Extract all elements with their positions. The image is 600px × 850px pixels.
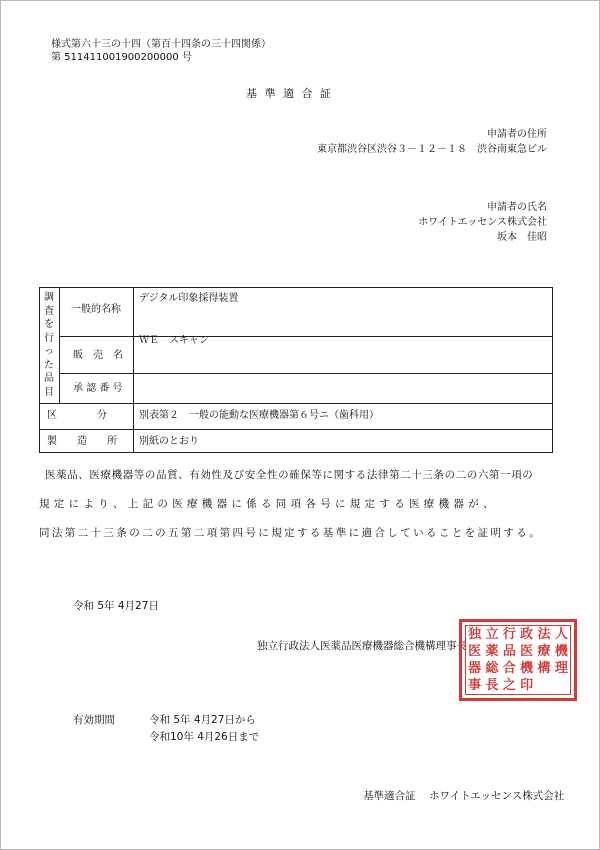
body-line-3: 同法第二十三条の二の五第二項第四号に規定する基準に適合していることを証明する。 <box>39 527 543 539</box>
seal-char: 合 <box>502 661 516 676</box>
row-value-brand-name: ＷＥ スキャン <box>139 335 209 346</box>
body-line-1: 医薬品、医療機器等の品質、有効性及び安全性の確保等に関する法律第二十三条の二の六第一項の <box>45 469 534 481</box>
seal-char: 人 <box>554 627 568 642</box>
vertical-label-char: た <box>44 359 54 371</box>
table-divider <box>39 429 553 430</box>
seal-char: 機 <box>520 661 534 676</box>
name-label: 申請者の氏名 <box>487 202 547 213</box>
seal-char: 長 <box>485 678 499 693</box>
row-value-manufacturer: 別紙のとおり <box>139 436 199 447</box>
page-title: 基 準 適 合 証 <box>246 87 333 100</box>
seal-char: 印 <box>520 678 534 693</box>
footer-label: 基準適合証 <box>363 790 416 802</box>
table-divider <box>59 373 553 374</box>
seal-char <box>553 677 570 694</box>
seal-char: 政 <box>520 627 534 642</box>
validity-from: 令和 5年 4月27日から <box>149 714 256 726</box>
vertical-label-char: 目 <box>44 386 54 398</box>
surveyed-item-label <box>39 287 59 403</box>
vertical-label-char: っ <box>44 346 54 358</box>
seal-char: 品 <box>502 644 516 659</box>
row-label-manufacturer: 製 造 所 <box>47 436 117 447</box>
seal-char: 之 <box>502 678 516 693</box>
seal-char: 構 <box>537 661 551 676</box>
row-value-category: 別表第２ 一般の能動な医療機器第６号ニ（歯科用） <box>139 410 379 421</box>
validity-to: 令和10年 4月26日まで <box>149 731 260 743</box>
vertical-label-char: 品 <box>44 373 54 385</box>
seal-char: 器 <box>468 661 482 676</box>
body-line-2: 規定により、上記の医療機器に係る同項各号に規定する医療機器が、 <box>39 498 498 510</box>
row-label-category: 区 分 <box>47 410 107 421</box>
row-label-approval-number: 承 認 番 号 <box>73 383 123 394</box>
applicant-representative: 坂本 佳昭 <box>497 232 547 243</box>
seal-char: 立 <box>485 627 499 642</box>
vertical-label-char: 調 <box>44 292 54 304</box>
seal-char: 総 <box>485 661 499 676</box>
validity-label: 有効期間 <box>73 714 115 726</box>
issue-date: 令和 5年 4月27日 <box>73 600 159 612</box>
seal-char: 機 <box>554 644 568 659</box>
seal-char: 法 <box>537 627 551 642</box>
address-label: 申請者の住所 <box>487 129 547 140</box>
seal-char: 独 <box>468 627 482 642</box>
row-label-brand-name: 販 売 名 <box>73 350 123 361</box>
seal-char <box>535 677 552 694</box>
seal-char: 医 <box>468 644 482 659</box>
seal-char: 理 <box>554 661 568 676</box>
vertical-label-char: を <box>44 319 54 331</box>
seal-char: 薬 <box>485 644 499 659</box>
table-divider <box>59 287 60 403</box>
table-divider <box>39 403 553 404</box>
issuer-name: 独立行政法人医薬品医療機器総合機構理事長 <box>257 640 467 652</box>
seal-char: 事 <box>468 678 482 693</box>
vertical-label-char: 行 <box>44 332 54 344</box>
certificate-number: 第 511411001900200000 号 <box>51 52 192 63</box>
applicant-address: 東京都渋谷区渋谷３－１２－１８ 渋谷南東急ビル <box>317 144 547 155</box>
row-label-general-name: 一般的名称 <box>71 304 121 315</box>
seal-char: 療 <box>537 644 551 659</box>
form-number: 様式第六十三の十四（第百十四条の三十四関係） <box>51 39 271 50</box>
seal-char: 医 <box>520 644 534 659</box>
vertical-label-char: 査 <box>44 305 54 317</box>
seal-char: 行 <box>502 627 516 642</box>
footer-company: ホワイトエッセンス株式会社 <box>429 790 565 802</box>
applicant-company: ホワイトエッセンス株式会社 <box>418 217 547 228</box>
row-value-general-name: デジタル印象採得装置 <box>139 293 239 304</box>
official-seal <box>459 619 577 701</box>
table-divider <box>59 336 553 337</box>
